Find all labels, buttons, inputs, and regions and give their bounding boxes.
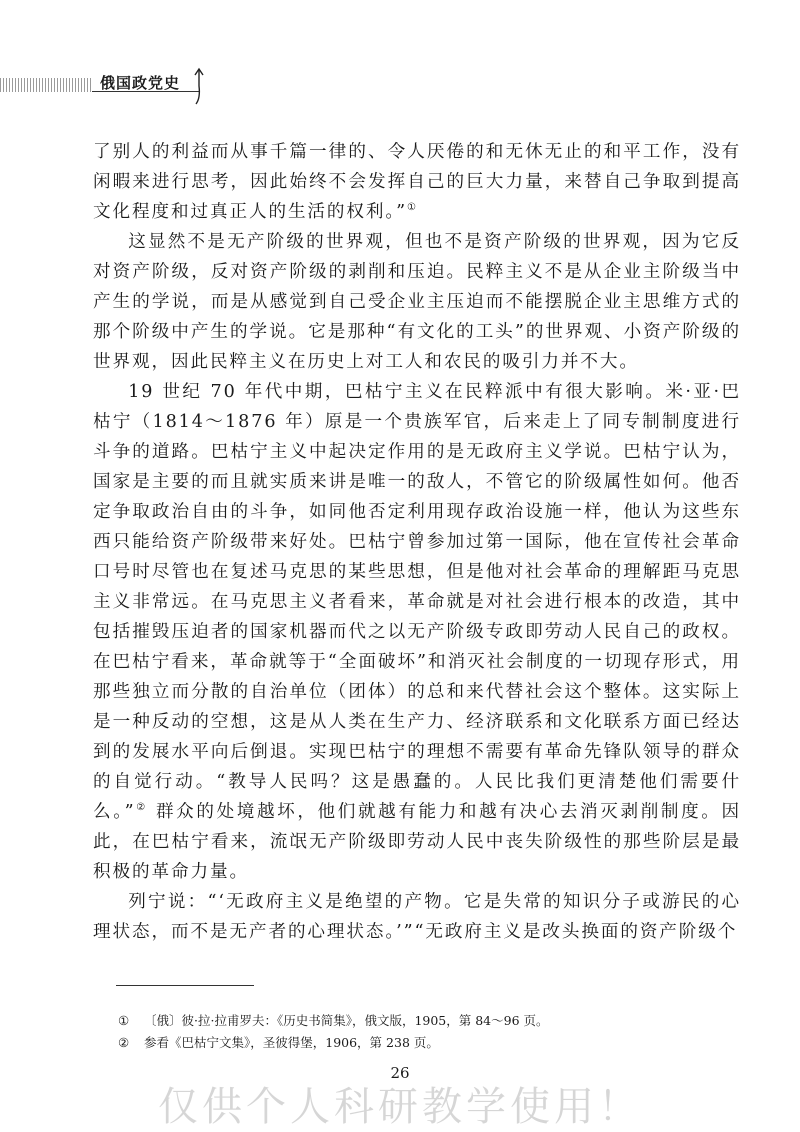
footnote-mark: ① <box>118 1013 130 1028</box>
body-text <box>93 137 741 947</box>
paragraph-2 <box>93 227 741 377</box>
footnote-mark: ② <box>118 1035 130 1050</box>
paragraph-text-tail: 群众的处境越坏，他们就越有能力和越有决心去消灭剥削制度。因此，在巴枯宁看来，流氓无产阶级即劳动人民中丧失阶级性的那些阶层是最积极的革命力量。 <box>93 802 741 882</box>
footnote-rule <box>116 985 254 986</box>
paragraph-text: 19 世纪 70 年代中期，巴枯宁主义在民粹派中有很大影响。米·亚·巴枯宁（1814～1876 年）原是一个贵族军官，后来走上了同专制制度进行斗争的道路。巴枯宁主义中起决定作用的是无政府主义学说。巴枯宁认为，国家是主要的而且就实质来讲是唯一的敌人，不管它的阶级属性如何。他否定争取政治自由的斗争，如同他否定利用现存政治设施一样，他认为这些东西只能给资产阶级带来好处。巴枯宁曾参加过第一国际，他在宣传社会革命口号时尽管也在复述马克思的某些思想，但是他对社会革命的理解距马克思主义非常远。在马克思主义者看来，革命就是对社会进行根本的改造，其中包括摧毁压迫者的国家机器而代之以无产阶级专政即劳动人民自己的政权。在巴枯宁看来，革命就等于“全面破坏”和消灭社会制度的一切现存形式，用那些独立而分散的自治单位（团体）的总和来代替社会这个整体。这实际上是一种反动的空想，这是从人类在生产力、经济联系和文化联系方面已经达到的发展水平向后倒退。实现巴枯宁的理想不需要有革命先锋队领导的群众的自觉行动。“教导人民吗？这是愚蠢的。人民比我们更清楚他们需要什么。” <box>93 382 741 822</box>
paragraph-text: 列宁说：“‘无政府主义是绝望的产物。它是失常的知识分子或游民的心理状态，而不是无产者的心理状态。’”“无政府主义是改头换面的资产阶级个 <box>93 892 741 942</box>
header-arrow-icon <box>185 66 207 106</box>
paragraph-4 <box>93 887 741 947</box>
footnote-text: 〔俄〕彼·拉·拉甫罗夫：《历史书简集》，俄文版，1905，第 84～96 页。 <box>144 1013 549 1028</box>
footnotes <box>118 1010 738 1054</box>
footnote-item <box>118 1032 738 1054</box>
header-title: 俄国政党史 <box>100 74 181 92</box>
footnote-item <box>118 1010 738 1032</box>
running-header <box>0 60 800 110</box>
footnote-text: 参看《巴枯宁文集》，圣彼得堡，1906，第 238 页。 <box>144 1035 439 1050</box>
footnote-ref-1[interactable]: ① <box>407 202 418 214</box>
page-number: 26 <box>390 1064 410 1082</box>
watermark: 仅供个人科研教学使用！ <box>158 1084 642 1130</box>
paragraph-text: 这显然不是无产阶级的世界观，但也不是资产阶级的世界观，因为它反对资产阶级，反对资产阶级的剥削和压迫。民粹主义不是从企业主阶级当中产生的学说，而是从感觉到自己受企业主压迫而不能摆脱企业主思维方式的那个阶级中产生的学说。它是那种“有文化的工头”的世界观、小资产阶级的世界观，因此民粹主义在历史上对工人和农民的吸引力并不大。 <box>93 232 741 372</box>
paragraph-3 <box>93 377 741 887</box>
footnote-ref-2[interactable]: ② <box>135 802 148 814</box>
header-hatch-decoration <box>0 78 92 92</box>
paragraph-1 <box>93 137 741 227</box>
paragraph-text: 了别人的利益而从事千篇一律的、令人厌倦的和无休无止的和平工作，没有闲暇来进行思考，因此始终不会发挥自己的巨大力量，来替自己争取到提高文化程度和过真正人的生活的权利。” <box>93 142 741 222</box>
